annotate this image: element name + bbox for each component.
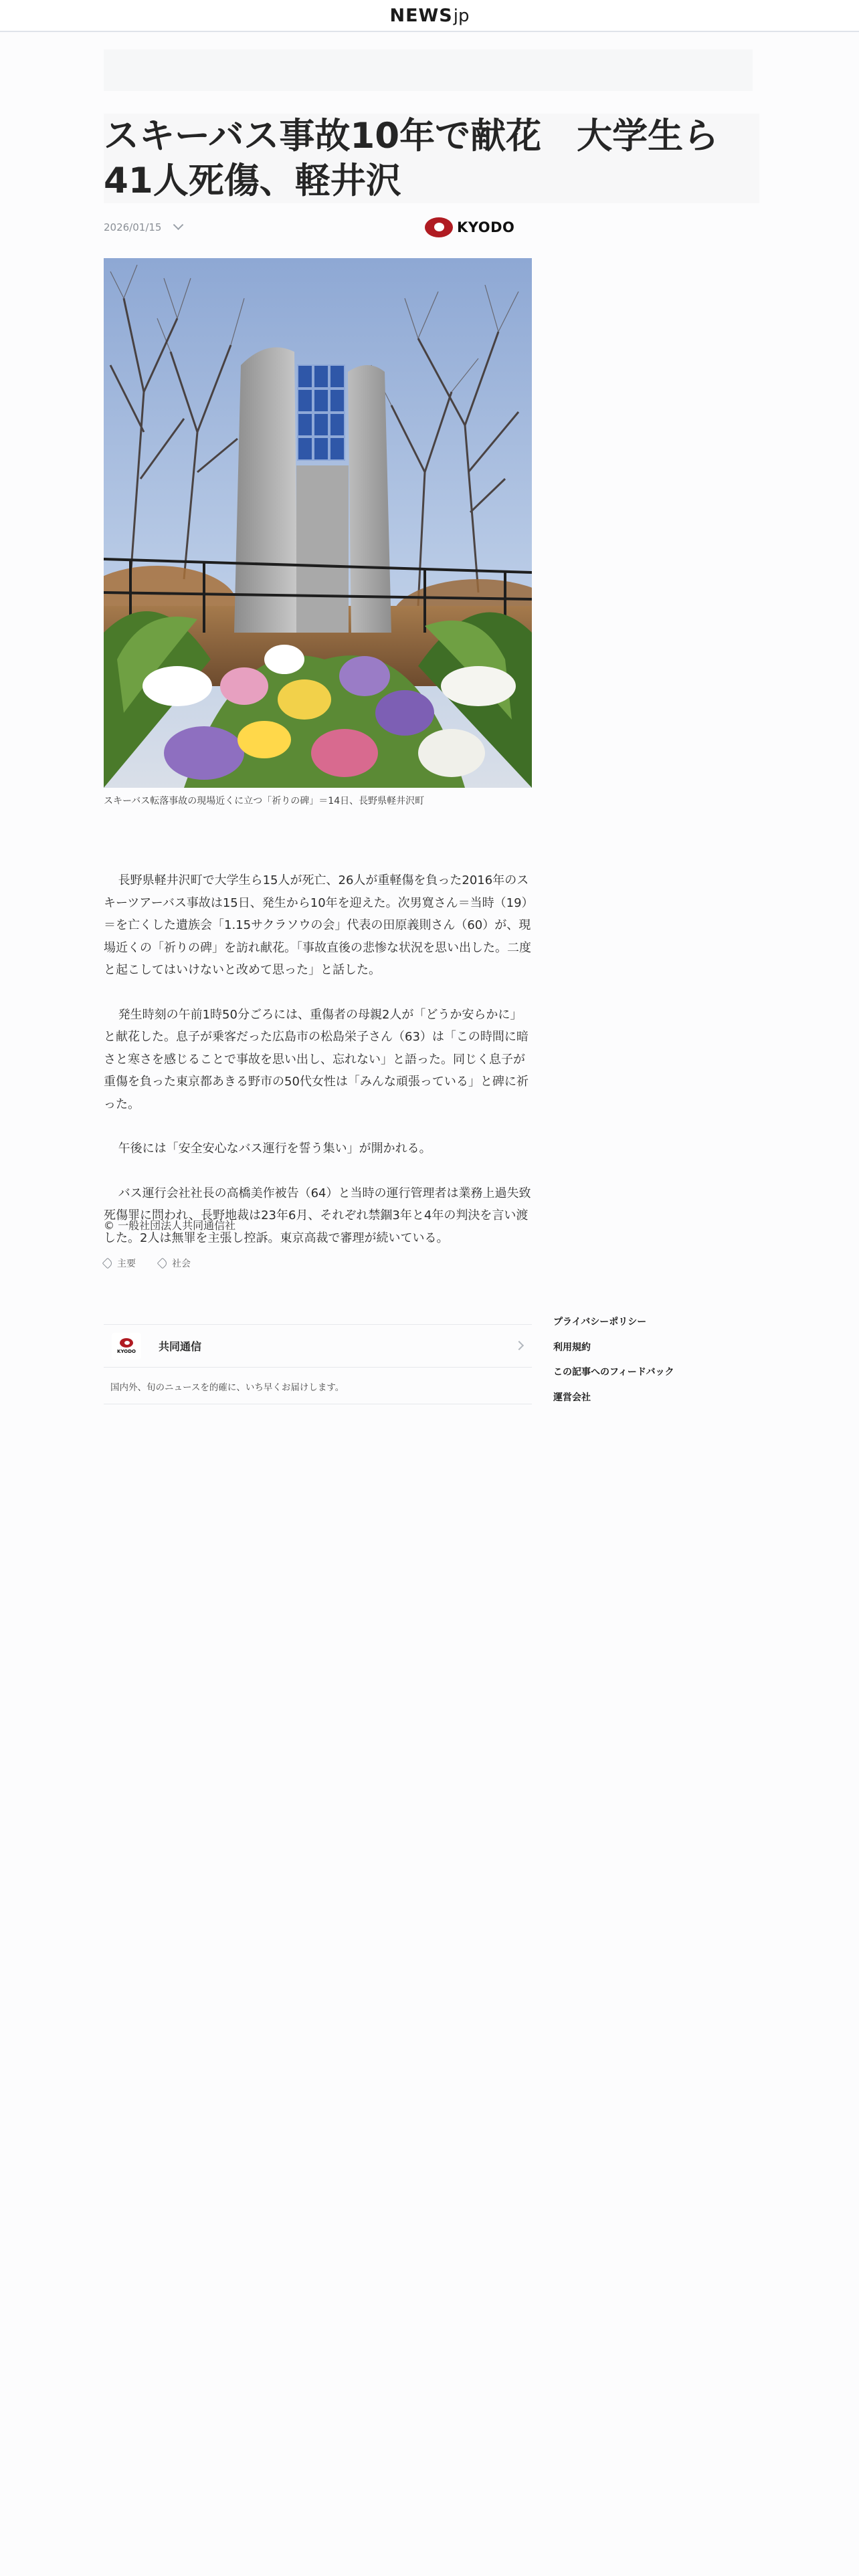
- article-paragraph: バス運行会社社長の高橋美作被告（64）と当時の運行管理者は業務上過失致死傷罪に問われ、長野地裁は23年6月、それぞれ禁錮3年と4年の判決を言い渡した。2人は無罪を主張し控訴。東京高裁で審理が続いている。: [104, 1186, 531, 1245]
- chevron-down-icon[interactable]: [173, 219, 184, 230]
- tag-item[interactable]: [159, 1257, 191, 1270]
- publisher-logo-text: KYODO: [457, 219, 515, 235]
- article-paragraph: 発生時刻の午前1時50分ごろには、重傷者の母親2人が「どうか安らかに」と献花した。息子が乗客だった広島市の松島栄子さん（63）は「この時間に暗さと寒さを感じることで事故を思い出し、忘れない」と語った。同じく息子が重傷を負った東京都あきる野市の50代女性は「みんな頑張っている」と碑に祈った。: [104, 1007, 529, 1111]
- privacy-policy-link[interactable]: プライバシーポリシー: [553, 1317, 647, 1327]
- publisher-card-logo-text: KYODO: [117, 1348, 136, 1354]
- site-logo-main: NEWS: [389, 5, 453, 26]
- article-body: [104, 869, 532, 1271]
- site-logo-suffix: jp: [453, 5, 470, 26]
- memorial-photo-illustration: [104, 258, 532, 788]
- feedback-link[interactable]: この記事へのフィードバック: [553, 1367, 674, 1378]
- tag-icon: [157, 1258, 169, 1269]
- tag-icon: [102, 1258, 114, 1269]
- publisher-description: 国内外、旬のニュースを的確に、いち早くお届けします。: [110, 1382, 345, 1393]
- tag-item[interactable]: [104, 1257, 136, 1270]
- ad-placeholder: [104, 49, 753, 91]
- article-paragraph: 長野県軽井沢町で大学生ら15人が死亡、26人が重軽傷を負った2016年のスキーツアーバス事故は15日、発生から10年を迎えた。次男寛さん＝当時（19）＝を亡くした遺族会「1.15サクラソウの会」代表の田原義則さん（60）が、現場近くの「祈りの碑」を訪れ献花。「事故直後の悲惨な状況を思い出した。二度と起こしてはいけないと改めて思った」と話した。: [104, 873, 531, 977]
- top-bar: [0, 0, 859, 32]
- kyodo-mark-icon: [120, 1338, 133, 1348]
- photo-caption: スキーバス転落事故の現場近くに立つ「祈りの碑」＝14日、長野県軽井沢町: [104, 796, 425, 807]
- publisher-name: 共同通信: [159, 1340, 202, 1353]
- publisher-link[interactable]: [104, 1325, 532, 1368]
- company-link[interactable]: 運営会社: [553, 1392, 591, 1403]
- tag-label: 主要: [117, 1259, 136, 1269]
- footer-links: [553, 1314, 727, 1414]
- publisher-card: [104, 1324, 532, 1404]
- chevron-right-icon: [514, 1341, 524, 1350]
- terms-link[interactable]: 利用規約: [553, 1341, 591, 1353]
- article-photo: [104, 258, 532, 788]
- article-paragraph: 午後には「安全安心なバス運行を誓う集い」が開かれる。: [118, 1142, 432, 1156]
- article-title: スキーバス事故10年で献花 大学生ら41人死傷、軽井沢: [104, 114, 759, 203]
- site-logo[interactable]: [389, 5, 469, 26]
- article-date: 2026/01/15: [104, 221, 162, 233]
- tag-list: [104, 1254, 213, 1273]
- copyright: © 一般社団法人共同通信社: [104, 1219, 236, 1232]
- tag-label: 社会: [172, 1259, 191, 1269]
- kyodo-mark-icon: [425, 217, 453, 237]
- publisher-logo[interactable]: [425, 215, 514, 239]
- publisher-card-logo: [112, 1333, 141, 1360]
